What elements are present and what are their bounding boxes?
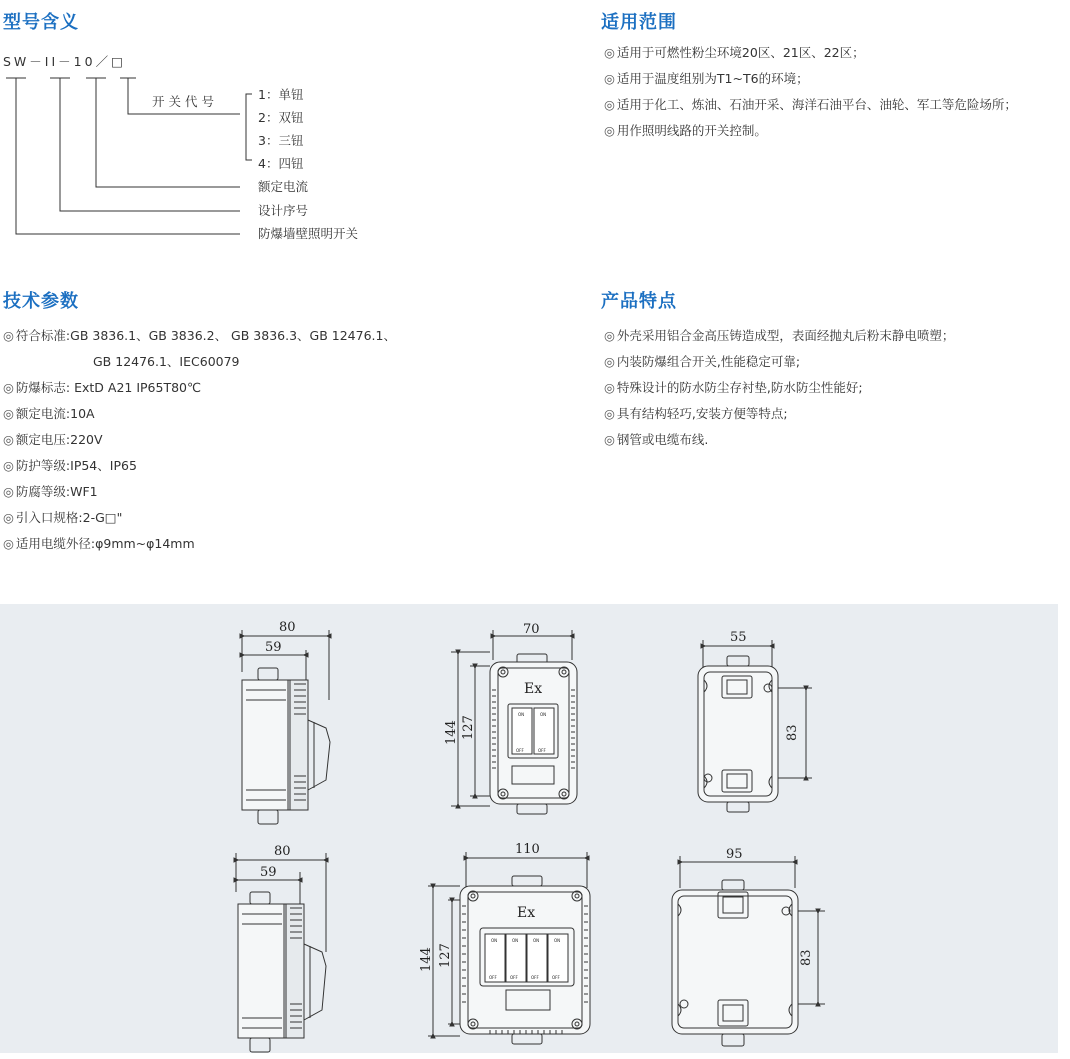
- switch-off-label: OFF: [531, 975, 539, 980]
- features-item-text: 特殊设计的防水防尘存衬垫,防水防尘性能好;: [616, 380, 863, 395]
- params-list: [3, 323, 563, 557]
- switch-on-label: ON: [540, 712, 547, 717]
- features-item: [604, 427, 1066, 453]
- scope-item-text: 适用于可燃性粉尘环境20区、21区、22区；: [616, 45, 865, 60]
- model-code-diagram: [0, 46, 400, 246]
- bullet-marker: ◎: [604, 328, 615, 343]
- switch-off-label: OFF: [510, 975, 518, 980]
- params-item: [3, 453, 563, 479]
- params-section-title: 技术参数: [3, 291, 79, 312]
- params-item: [3, 531, 563, 557]
- features-section-title: 产品特点: [601, 291, 677, 312]
- bullet-marker: ◎: [3, 536, 14, 551]
- params-item: [3, 323, 563, 349]
- features-item: [604, 349, 1066, 375]
- top-front-width-dim: 70: [523, 622, 540, 637]
- params-item-continuation: [3, 349, 563, 375]
- bottom-rear-width-dim: 95: [726, 847, 743, 862]
- params-item-text: 适用电缆外径:φ9mm~φ14mm: [15, 536, 195, 551]
- scope-item-text: 适用于化工、炼油、石油开采、海洋石油平台、油轮、军工等危险场所；: [616, 97, 1017, 112]
- top-front-height-inner-dim: 127: [461, 715, 476, 740]
- bullet-marker: ◎: [604, 97, 615, 112]
- bullet-marker: ◎: [3, 432, 14, 447]
- params-item-text: 符合标准:GB 3836.1、GB 3836.2、 GB 3836.3、GB 12476.1、: [15, 328, 396, 343]
- bullet-marker: ◎: [3, 484, 14, 499]
- features-item: [604, 401, 1066, 427]
- bullet-marker: ◎: [3, 406, 14, 421]
- scope-item: [604, 118, 1066, 144]
- params-item-text: 额定电流:10A: [15, 406, 95, 421]
- bullet-marker: ◎: [604, 123, 615, 138]
- scope-list: [604, 40, 1066, 144]
- features-item-text: 钢管或电缆布线.: [616, 432, 709, 447]
- bullet-marker: ◎: [604, 432, 615, 447]
- params-item-text: 引入口规格:2-G□": [15, 510, 123, 525]
- scope-item-text: 适用于温度组别为T1~T6的环境；: [616, 71, 809, 86]
- product-name-label: 防爆墙壁照明开关: [258, 226, 359, 241]
- features-item: [604, 375, 1066, 401]
- params-item: [3, 479, 563, 505]
- option-4: 4：四钮: [258, 156, 304, 171]
- top-side-view: [240, 630, 331, 824]
- scope-item: [604, 40, 1066, 66]
- features-item: [604, 323, 1066, 349]
- scope-section-title: 适用范围: [601, 12, 677, 33]
- params-item-text: GB 12476.1、IEC60079: [93, 354, 240, 369]
- scope-item-text: 用作照明线路的开关控制。: [616, 123, 767, 138]
- switch-on-label: ON: [491, 938, 498, 943]
- switch-on-label: ON: [533, 938, 540, 943]
- model-section-title: 型号含义: [3, 12, 79, 33]
- params-item: [3, 375, 563, 401]
- bottom-side-view: [234, 853, 328, 1052]
- bullet-marker: ◎: [3, 380, 14, 395]
- rated-current-label: 额定电流: [258, 179, 309, 194]
- bottom-side-inner-dim: 59: [260, 865, 277, 880]
- top-side-inner-dim: 59: [265, 640, 282, 655]
- bottom-front-height-outer-dim: 144: [419, 947, 434, 972]
- model-code: SW－II－10／□: [3, 54, 126, 69]
- params-item-text: 防腐等级:WF1: [15, 484, 98, 499]
- features-item-text: 内装防爆组合开关,性能稳定可靠;: [616, 354, 801, 369]
- features-list: [604, 323, 1066, 453]
- params-item-text: 防护等级:IP54、IP65: [15, 458, 137, 473]
- bullet-marker: ◎: [3, 458, 14, 473]
- bottom-rear-hole-spacing-dim: 83: [799, 949, 814, 966]
- bottom-ex-mark: Ex: [517, 905, 536, 921]
- switch-on-label: ON: [512, 938, 519, 943]
- bullet-marker: ◎: [604, 45, 615, 60]
- bullet-marker: ◎: [604, 406, 615, 421]
- switch-off-label: OFF: [516, 748, 524, 753]
- design-seq-label: 设计序号: [258, 203, 309, 218]
- bottom-front-height-inner-dim: 127: [438, 943, 453, 968]
- switch-on-label: ON: [518, 712, 525, 717]
- top-rear-width-dim: 55: [730, 630, 747, 645]
- params-item: [3, 427, 563, 453]
- switch-on-label: ON: [554, 938, 561, 943]
- bullet-marker: ◎: [3, 510, 14, 525]
- scope-item: [604, 92, 1066, 118]
- switch-off-label: OFF: [489, 975, 497, 980]
- features-item-text: 外壳采用铝合金高压铸造成型，表面经抛丸后粉末静电喷塑；: [616, 328, 955, 343]
- option-2: 2：双钮: [258, 110, 304, 125]
- params-item-text: 防爆标志: ExtD A21 IP65T80℃: [15, 380, 202, 395]
- switch-off-label: OFF: [552, 975, 560, 980]
- params-item: [3, 505, 563, 531]
- bottom-side-overall-dim: 80: [274, 844, 291, 859]
- dimension-drawings-panel: [0, 604, 1058, 1053]
- switch-code-label: 开关代号: [152, 94, 219, 109]
- params-item-text: 额定电压:220V: [15, 432, 103, 447]
- bullet-marker: ◎: [3, 328, 14, 343]
- top-rear-hole-spacing-dim: 83: [785, 724, 800, 741]
- scope-item: [604, 66, 1066, 92]
- bullet-marker: ◎: [604, 354, 615, 369]
- switch-off-label: OFF: [538, 748, 546, 753]
- option-1: 1：单钮: [258, 87, 304, 102]
- dimension-drawings: [0, 604, 1058, 1053]
- features-item-text: 具有结构轻巧,安装方便等特点;: [616, 406, 788, 421]
- top-side-overall-dim: 80: [279, 620, 296, 635]
- bottom-front-width-dim: 110: [515, 842, 540, 857]
- bullet-marker: ◎: [604, 71, 615, 86]
- top-ex-mark: Ex: [524, 681, 543, 697]
- bullet-marker: ◎: [604, 380, 615, 395]
- top-front-height-outer-dim: 144: [444, 720, 459, 745]
- option-3: 3：三钮: [258, 133, 304, 148]
- params-item: [3, 401, 563, 427]
